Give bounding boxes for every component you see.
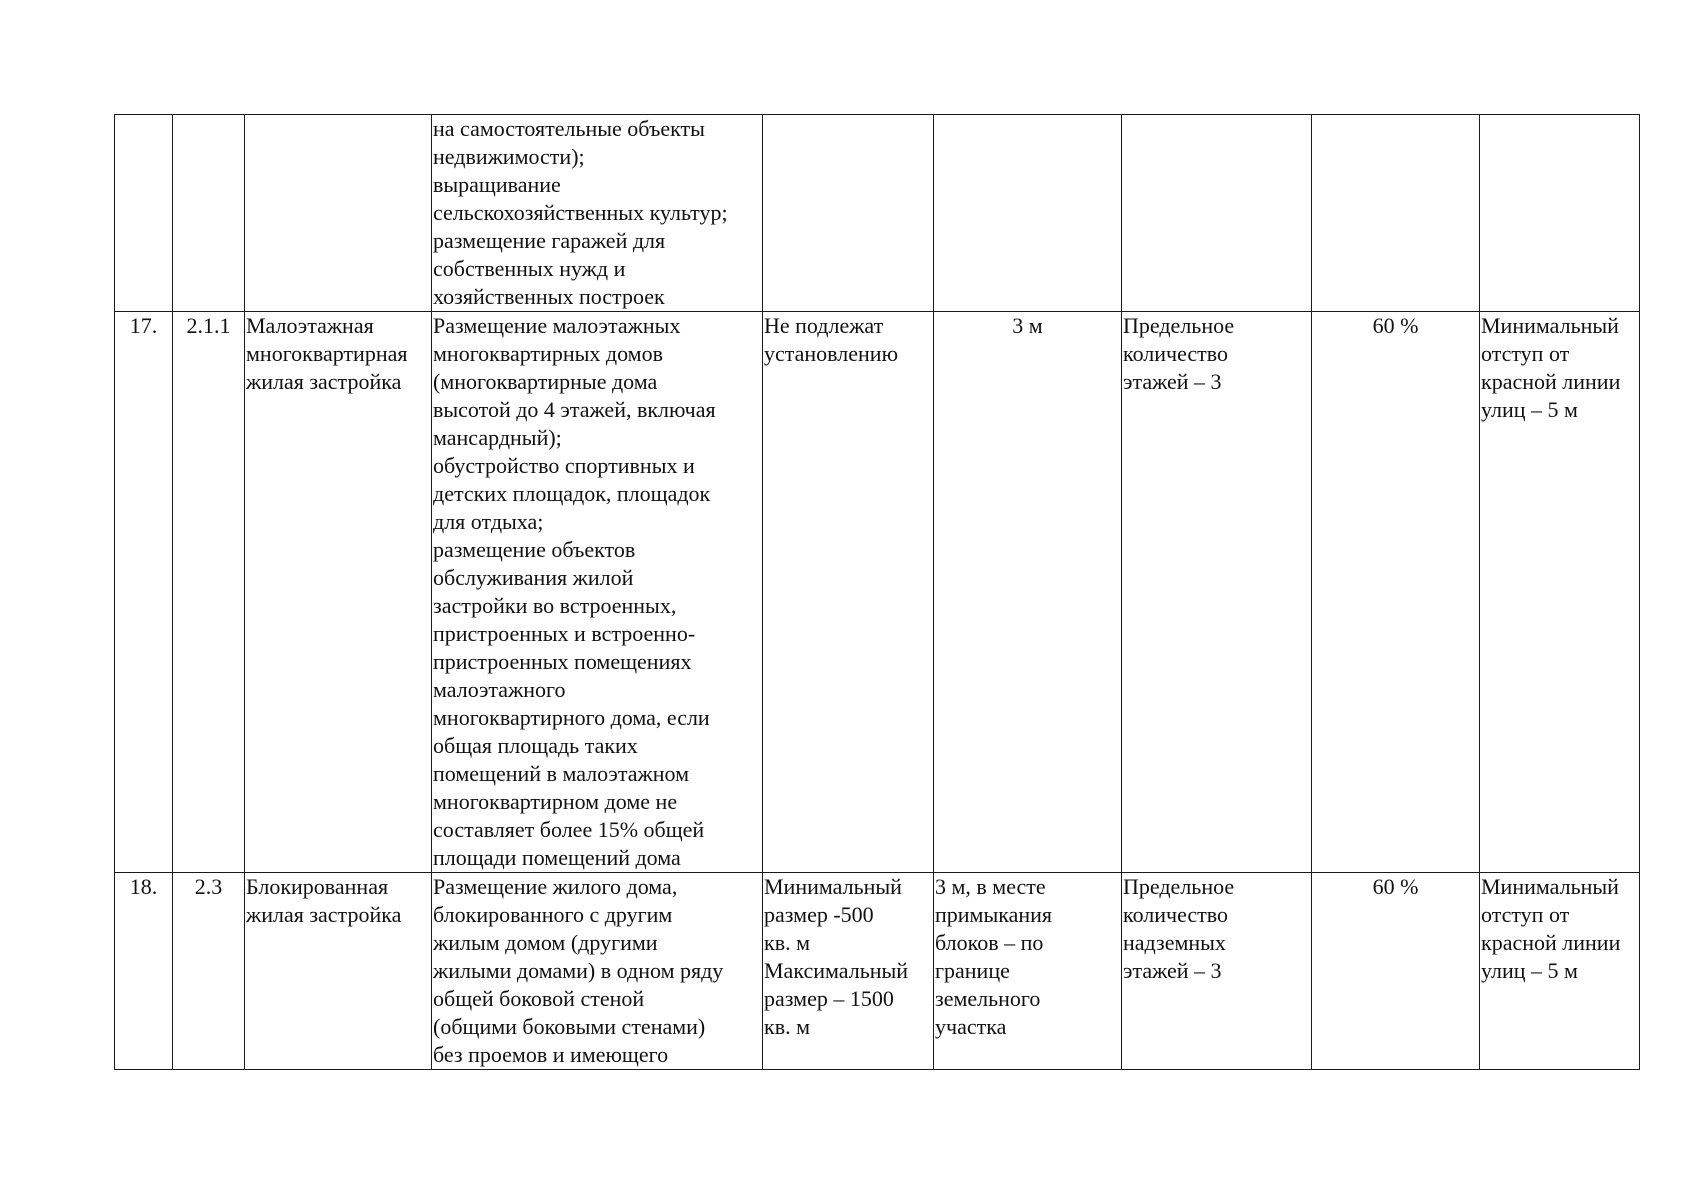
row-number-cell: 17. bbox=[115, 312, 173, 873]
use-description-cell: на самостоятельные объекты недвижимости); выращивание сельскохозяйственных культур; размещение гаражей для собственных нужд и хозяйственных построек bbox=[432, 115, 763, 312]
other-params-cell bbox=[1480, 115, 1640, 312]
plot-size-cell: Не подлежат установлению bbox=[763, 312, 934, 873]
use-code-cell: 2.1.1 bbox=[173, 312, 245, 873]
other-params-cell: Минимальный отступ от красной линии улиц – 5 м bbox=[1480, 312, 1640, 873]
coverage-cell: 60 % bbox=[1312, 873, 1480, 1070]
table-row bbox=[115, 873, 1640, 1070]
setback-cell: 3 м bbox=[934, 312, 1122, 873]
table-row bbox=[115, 312, 1640, 873]
use-description-cell: Размещение жилого дома, блокированного с другим жилым домом (другими жилыми домами) в одном ряду общей боковой стеной (общими боковыми стенами) без проемов и имеющего bbox=[432, 873, 763, 1070]
use-code-cell: 2.3 bbox=[173, 873, 245, 1070]
floors-cell: Предельное количество надземных этажей – 3 bbox=[1122, 873, 1312, 1070]
setback-cell bbox=[934, 115, 1122, 312]
setback-cell: 3 м, в месте примыкания блоков – по границе земельного участка bbox=[934, 873, 1122, 1070]
use-code-cell bbox=[173, 115, 245, 312]
coverage-cell: 60 % bbox=[1312, 312, 1480, 873]
use-name-cell bbox=[245, 115, 432, 312]
row-number-cell bbox=[115, 115, 173, 312]
table-row bbox=[115, 115, 1640, 312]
land-use-table bbox=[114, 114, 1640, 1070]
coverage-cell bbox=[1312, 115, 1480, 312]
plot-size-cell bbox=[763, 115, 934, 312]
plot-size-cell: Минимальный размер -500 кв. м Максимальный размер – 1500 кв. м bbox=[763, 873, 934, 1070]
use-description-cell: Размещение малоэтажных многоквартирных домов (многоквартирные дома высотой до 4 этажей, включая мансардный); обустройство спортивных и детских площадок, площадок для отдыха; размещение объектов обслуживания жилой застройки во встроенных, пристроенных и встроенно- пристроенных помещениях малоэтажного многоквартирного дома, если общая площадь таких помещений в малоэтажном многоквартирном доме не составляет более 15% общей площади помещений дома bbox=[432, 312, 763, 873]
use-name-cell: Блокированная жилая застройка bbox=[245, 873, 432, 1070]
row-number-cell: 18. bbox=[115, 873, 173, 1070]
other-params-cell: Минимальный отступ от красной линии улиц – 5 м bbox=[1480, 873, 1640, 1070]
use-name-cell: Малоэтажная многоквартирная жилая застройка bbox=[245, 312, 432, 873]
floors-cell: Предельное количество этажей – 3 bbox=[1122, 312, 1312, 873]
floors-cell bbox=[1122, 115, 1312, 312]
